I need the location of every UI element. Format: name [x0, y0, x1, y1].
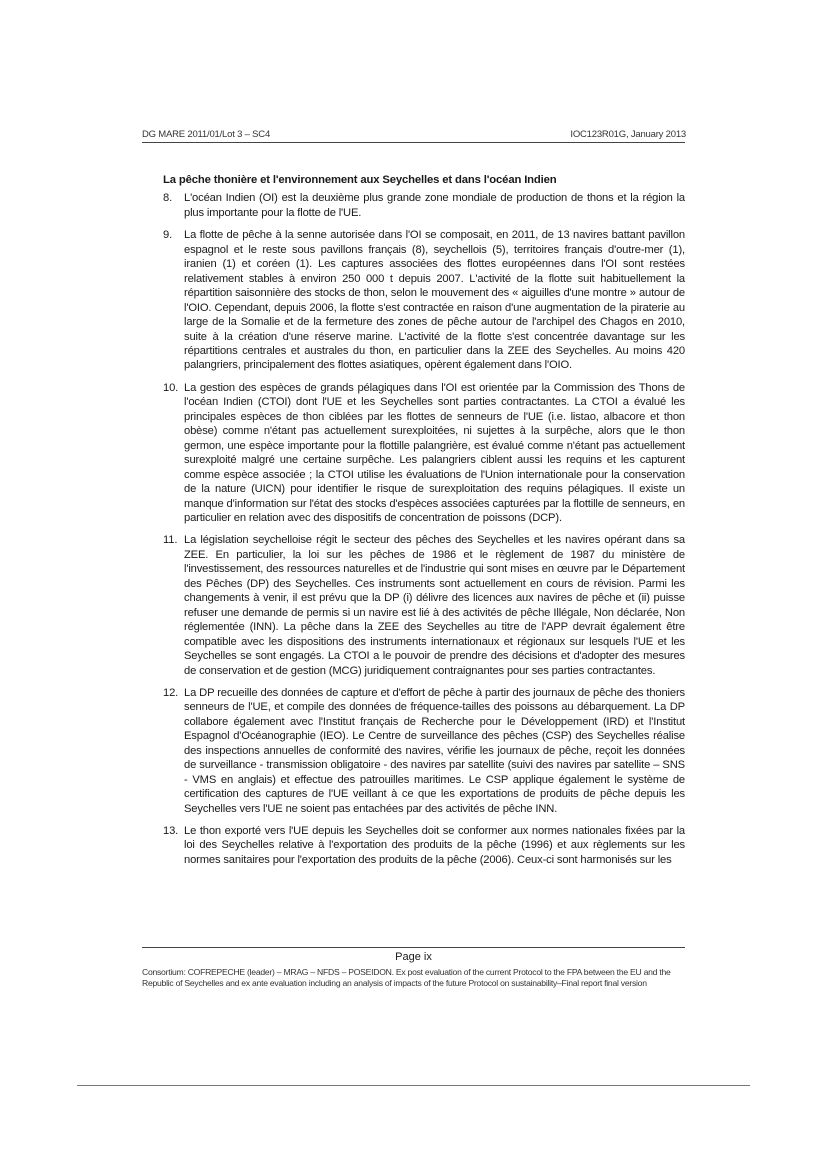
paragraph-number: 10.: [163, 381, 179, 394]
paragraph-text: La législation seychelloise régit le secteur des pêches des Seychelles et les navires opérant dans sa ZEE. En particulier, la loi sur les pêches de 1986 et le règlement de 1987 du ministère de l'investissement, des ressources naturelles et de l'industrie qui sont mises en œuvre par le Département des Pêches (DP) des Seychelles. Ces instruments sont actuellement en cours de révision. Parmi les changements à venir, il est prévu que la DP (i) délivre des licences aux navires de pêche et (ii) puisse refuser une demande de permis si un navire est lié à des activités de pêche Illégale, Non déclarée, Non réglementée (INN). La pêche dans la ZEE des Seychelles au titre de l'APP devrait également être compatible avec les dispositions des instruments internationaux et régionaux sur lesquels l'UE et les Seychelles se sont engagés. La CTOI a le pouvoir de prendre des décisions et d'adopter des mesures de conservation et de gestion (MCG) juridiquement contraignantes pour ses parties contractantes.: [184, 534, 685, 677]
paragraph-10: [163, 381, 685, 526]
header-divider: [142, 142, 685, 143]
section-title: La pêche thonière et l'environnement aux Seychelles et dans l'océan Indien: [163, 174, 557, 186]
paragraph-number: 8.: [163, 192, 173, 205]
paragraph-number: 9.: [163, 229, 173, 242]
paragraph-text: La flotte de pêche à la senne autorisée dans l'OI se composait, en 2011, de 13 navires battant pavillon espagnol et le reste sous pavillons français (8), seychellois (5), territoires français d'outre-mer (1), iranien (1) et coréen (1). Les captures associées des flottes européennes dans l'OI sont restées relativement stables à environ 250 000 t depuis 2007. L'activité de la flotte suit habituellement la répartition saisonnière des stocks de thon, selon le mouvement des « aiguilles d'une montre » autour de l'OIO. Cependant, depuis 2006, la flotte s'est contractée en raison d'une augmentation de la piraterie au large de la Somalie et de la fermeture des zones de pêche autour de l'archipel des Chagos en 2010, suite à la création d'une réserve marine. L'activité de la flotte s'est concentrée davantage sur les répartitions centrales et australes du thon, en particulier dans la ZEE des Seychelles. Au moins 420 palangriers, principalement des flottes asiatiques, opèrent également dans l'OIO.: [184, 229, 685, 372]
paragraph-text: L'océan Indien (OI) est la deuxième plus grande zone mondiale de production de thons et la région la plus importante pour la flotte de l'UE.: [184, 192, 685, 219]
page-number: Page ix: [395, 951, 432, 963]
paragraph-number: 13.: [163, 825, 179, 838]
header-right: IOC123R01G, January 2013: [570, 129, 686, 140]
paragraph-12: [163, 686, 685, 816]
paragraph-11: [163, 533, 685, 678]
footer-citation: Consortium: COFREPECHE (leader) – MRAG – NFDS – POSEIDON. Ex post evaluation of the current Protocol to the FPA between the EU and the Republic of Seychelles and ex ante evaluation including an analysis of impacts of the future Protocol on sustainability–Final report final version: [142, 967, 671, 988]
document-body: [163, 173, 685, 875]
paragraph-text: Le thon exporté vers l'UE depuis les Seychelles doit se conformer aux normes nationales fixées par la loi des Seychelles relative à l'exportation des produits de la pêche (1996) et aux règlements sur les normes sanitaires pour l'exportation des produits de la pêche (2006). Ceux-ci sont harmonisés sur les: [184, 825, 685, 866]
footer-divider: [142, 947, 685, 948]
paragraph-text: La gestion des espèces de grands pélagiques dans l'OI est orientée par la Commission des Thons de l'océan Indien (CTOI) dont l'UE et les Seychelles sont parties contractantes. La CTOI a évalué les principales espèces de thon ciblées par les flottes de senneurs de l'UE (i.e. listao, albacore et thon obèse) comme n'étant pas actuellement surexploitées, ni sujettes à la surpêche, alors que le thon germon, une espèce importante pour la flottille palangrière, est évalué comme n'étant pas actuellement surexploité malgré une certaine surpêche. Les palangriers ciblent aussi les requins et les capturent comme espèce associée ; la CTOI utilise les évaluations de l'Union internationale pour la conservation de la nature (UICN) pour identifier le risque de surexploitation des requins pélagiques. Il existe un manque d'information sur l'état des stocks d'espèces associées capturées par la flottille de senneurs, en particulier en relation avec des dispositifs de concentration de poissons (DCP).: [184, 381, 685, 524]
page-bottom-divider: [77, 1085, 750, 1086]
paragraph-list: [163, 191, 685, 867]
paragraph-text: La DP recueille des données de capture et d'effort de pêche à partir des journaux de pêche des thoniers senneurs de l'UE, et compile des données de fréquence-tailles des poissons au débarquement. La DP collabore également avec l'Institut français de Recherche pour le Développement (IRD) et l'Institut Espagnol d'Océanographie (IEO). Le Centre de surveillance des pêches (CSP) des Seychelles réalise des inspections annuelles de conformité des navires, vérifie les journaux de pêche, reçoit les données de surveillance - transmission obligatoire - des navires par satellite (suivi des navires par satellite – SNS - VMS en anglais) et effectue des patrouilles maritimes. Le CSP applique également le système de certification des captures de l'UE veillant à ce que les exportations de produits de pêche depuis les Seychelles vers l'UE ne soient pas entachées par des activités de pêche INN.: [184, 686, 685, 815]
paragraph-13: [163, 824, 685, 867]
header-left: DG MARE 2011/01/Lot 3 – SC4: [142, 129, 271, 140]
paragraph-9: [163, 228, 685, 373]
paragraph-number: 11.: [163, 534, 178, 547]
paragraph-8: [163, 191, 685, 220]
paragraph-number: 12.: [163, 686, 179, 699]
